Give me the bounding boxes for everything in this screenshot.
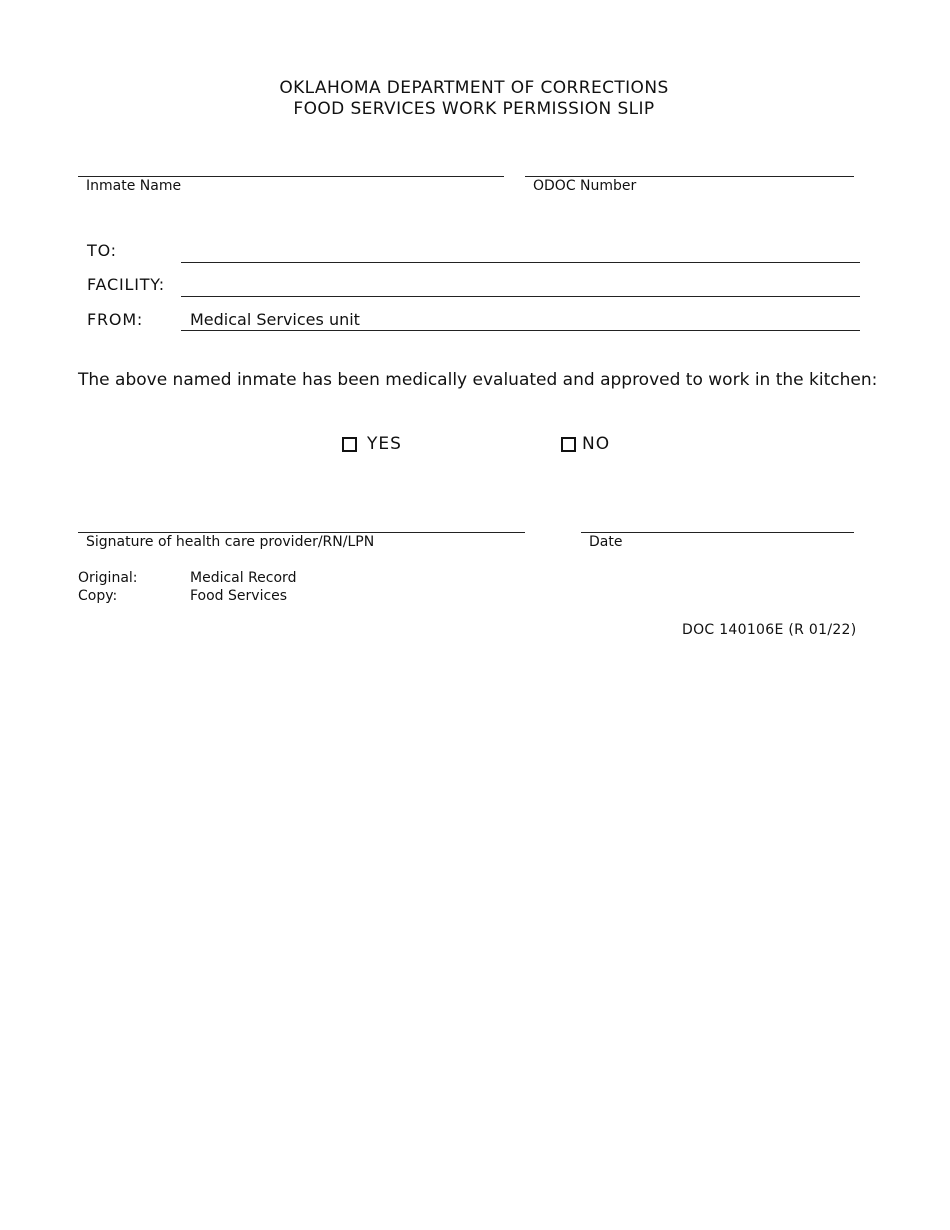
to-label: TO: xyxy=(87,241,117,260)
no-checkbox[interactable] xyxy=(561,437,576,452)
signature-line[interactable] xyxy=(78,532,525,533)
odoc-number-label: ODOC Number xyxy=(533,178,637,194)
yes-label: YES xyxy=(367,434,402,454)
form-title-agency: OKLAHOMA DEPARTMENT OF CORRECTIONS xyxy=(279,78,669,98)
form-number: DOC 140106E (R 01/22) xyxy=(682,622,857,638)
copy-label: Copy: xyxy=(78,588,118,604)
from-field[interactable]: Medical Services unit xyxy=(190,310,360,329)
date-line[interactable] xyxy=(581,532,854,533)
odoc-number-line xyxy=(525,176,854,177)
form-title-slip: FOOD SERVICES WORK PERMISSION SLIP xyxy=(293,99,655,119)
facility-label: FACILITY: xyxy=(87,275,165,294)
from-line xyxy=(181,330,860,331)
from-label: FROM: xyxy=(87,310,144,329)
original-value: Medical Record xyxy=(190,570,297,586)
facility-line xyxy=(181,296,860,297)
date-label: Date xyxy=(589,534,623,550)
copy-value: Food Services xyxy=(190,588,288,604)
signature-label: Signature of health care provider/RN/LPN xyxy=(86,534,375,550)
inmate-name-label: Inmate Name xyxy=(86,178,182,194)
approval-statement: The above named inmate has been medically evaluated and approved to work in the kitchen: xyxy=(78,370,878,390)
yes-checkbox[interactable] xyxy=(342,437,357,452)
no-label: NO xyxy=(582,434,611,454)
to-line xyxy=(181,262,860,263)
inmate-name-line xyxy=(78,176,504,177)
original-label: Original: xyxy=(78,570,138,586)
